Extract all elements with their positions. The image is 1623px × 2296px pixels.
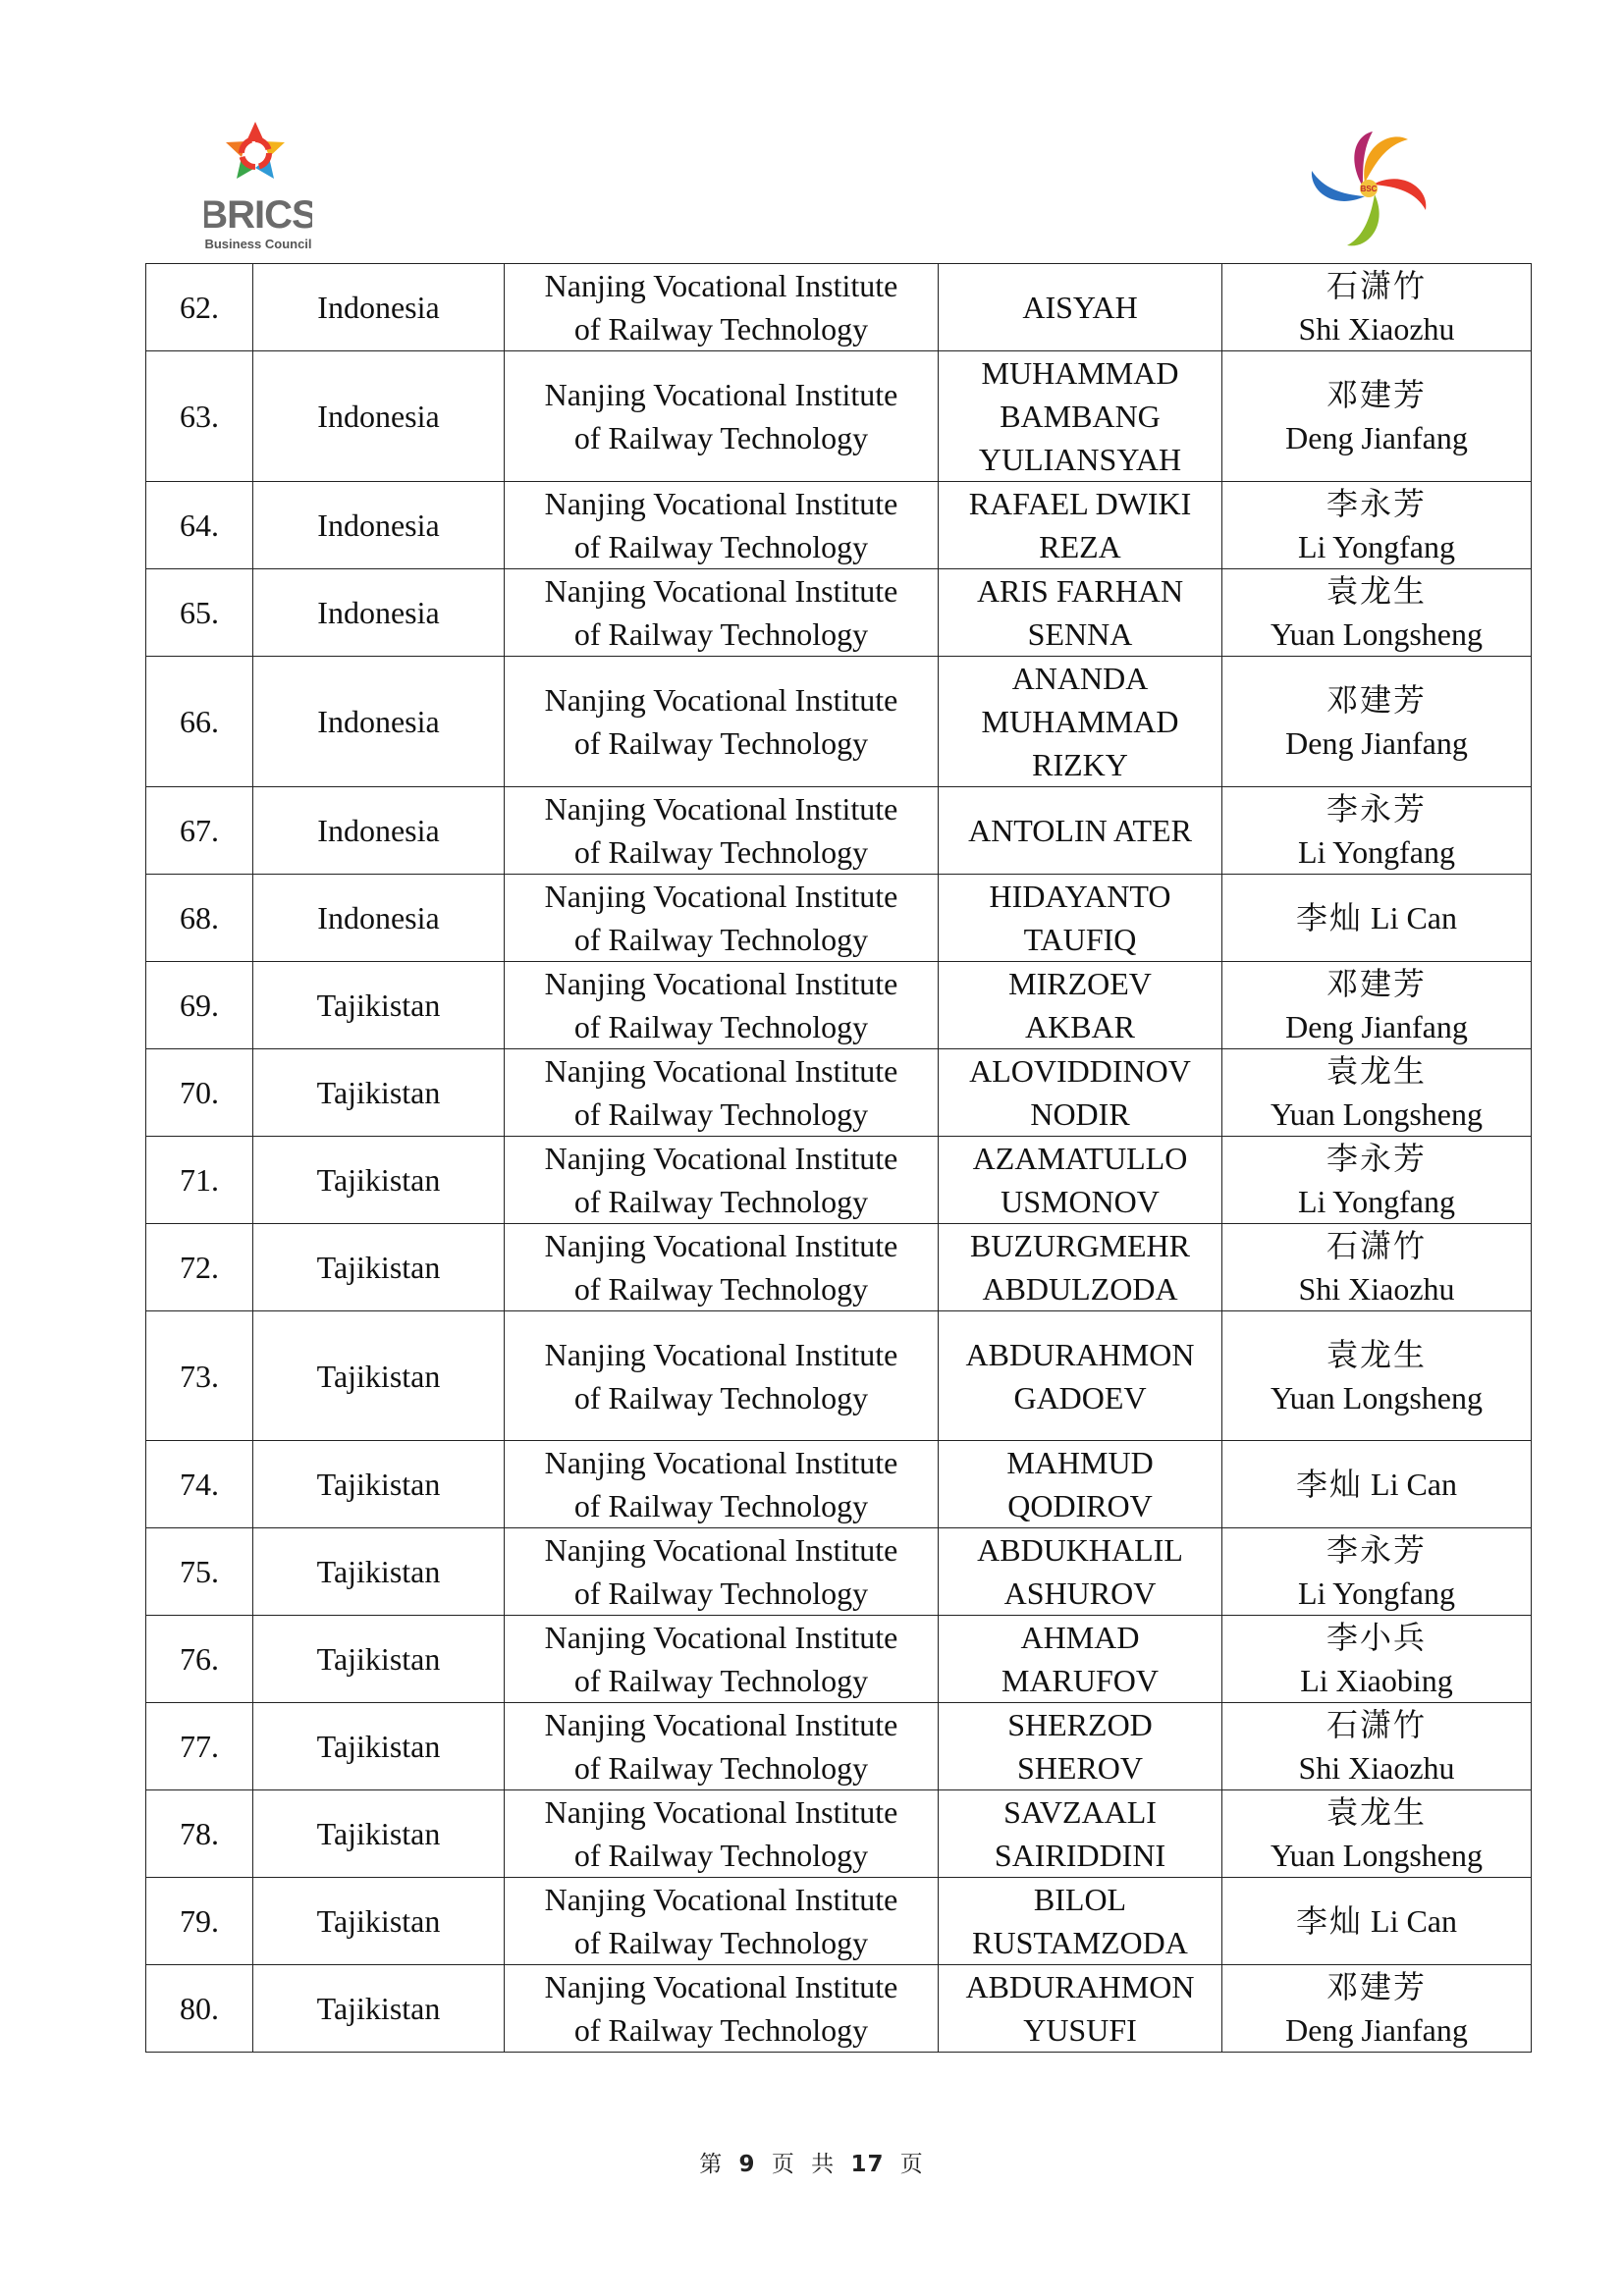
student-name-line: ANTOLIN ATER [968, 813, 1192, 848]
institution-line: Nanjing Vocational Institute [544, 791, 898, 827]
row-number: 80. [180, 1991, 219, 2026]
row-number: 62. [180, 290, 219, 325]
country-cell [253, 1049, 505, 1137]
row-number: 68. [180, 900, 219, 935]
row-number-cell [146, 1441, 253, 1528]
student-name-line: GADOEV [1013, 1379, 1147, 1415]
student-name-line: USMONOV [1001, 1184, 1160, 1219]
institution-line: Nanjing Vocational Institute [544, 1882, 898, 1917]
country-cell [253, 351, 505, 482]
institution-cell [505, 962, 939, 1049]
supervisor-chinese-name: 邓建芳 [1325, 966, 1427, 1001]
supervisor-chinese-name: 邓建芳 [1325, 377, 1427, 412]
institution-line: of Railway Technology [573, 725, 869, 761]
country-name: Indonesia [317, 900, 440, 935]
supervisor-cell [1222, 1616, 1532, 1703]
country-cell [253, 1224, 505, 1311]
student-name-cell [939, 1311, 1222, 1441]
institution-cell [505, 1703, 939, 1790]
supervisor-english-name: Yuan Longsheng [1271, 1379, 1483, 1415]
row-number-cell [146, 787, 253, 875]
student-name-line: RUSTAMZODA [972, 1925, 1188, 1960]
supervisor-chinese-name: 石潇竹 [1325, 1228, 1427, 1263]
brics-wordmark: BRICS [204, 193, 312, 237]
country-cell [253, 1965, 505, 2053]
student-name-line: ABDULZODA [982, 1271, 1178, 1307]
supervisor-chinese-name: 李永芳 [1325, 486, 1427, 521]
institution-line: of Railway Technology [573, 834, 869, 870]
supervisor-chinese-name: 石潇竹 [1325, 268, 1427, 303]
student-name-line: MAHMUD [1006, 1445, 1154, 1480]
supervisor-name-line [1226, 1899, 1527, 1943]
student-name-line: SAIRIDDINI [994, 1838, 1166, 1873]
country-name: Tajikistan [316, 1358, 441, 1394]
student-name-cell [939, 1224, 1222, 1311]
table-row [146, 482, 1532, 569]
row-number: 66. [180, 704, 219, 739]
row-number-cell [146, 1311, 253, 1441]
row-number-cell [146, 1703, 253, 1790]
country-name: Tajikistan [316, 1250, 441, 1285]
student-name-line: AKBAR [1024, 1009, 1135, 1044]
institution-cell [505, 657, 939, 787]
country-cell [253, 1790, 505, 1878]
student-name-line: SAVZAALI [1003, 1794, 1157, 1830]
student-name-cell [939, 1790, 1222, 1878]
supervisor-cell [1222, 569, 1532, 657]
student-name-cell [939, 1703, 1222, 1790]
row-number-cell [146, 569, 253, 657]
institution-cell [505, 1965, 939, 2053]
student-name-line: ARIS FARHAN [976, 573, 1184, 609]
supervisor-cell [1222, 1878, 1532, 1965]
table-row [146, 657, 1532, 787]
student-name-cell [939, 962, 1222, 1049]
supervisor-cell [1222, 1703, 1532, 1790]
institution-line: of Railway Technology [573, 420, 869, 455]
institution-cell [505, 569, 939, 657]
supervisor-cell [1222, 1790, 1532, 1878]
supervisor-chinese-name: 李灿 [1296, 1903, 1364, 1939]
supervisor-cell [1222, 1528, 1532, 1616]
institution-line: Nanjing Vocational Institute [544, 1141, 898, 1176]
country-name: Indonesia [317, 813, 440, 848]
country-cell [253, 1311, 505, 1441]
institution-line: Nanjing Vocational Institute [544, 377, 898, 412]
roster-table [145, 263, 1532, 2053]
brics-business-council-logo [204, 120, 312, 257]
student-name-cell [939, 351, 1222, 482]
supervisor-name-line [1226, 1463, 1527, 1506]
student-name-line: RIZKY [1032, 747, 1128, 782]
country-cell [253, 1441, 505, 1528]
institution-line: Nanjing Vocational Institute [544, 966, 898, 1001]
student-name-line: ANANDA [1011, 661, 1149, 696]
row-number-cell [146, 875, 253, 962]
row-number: 72. [180, 1250, 219, 1285]
supervisor-cell [1222, 351, 1532, 482]
institution-line: Nanjing Vocational Institute [544, 1532, 898, 1568]
country-cell [253, 1878, 505, 1965]
table-row [146, 1790, 1532, 1878]
institution-line: Nanjing Vocational Institute [544, 1053, 898, 1089]
brics-star-icon [204, 120, 312, 257]
student-name-line: HIDAYANTO [989, 879, 1171, 914]
student-name-line: ALOVIDDINOV [969, 1053, 1191, 1089]
supervisor-cell [1222, 482, 1532, 569]
institution-cell [505, 1224, 939, 1311]
institution-cell [505, 1616, 939, 1703]
supervisor-cell [1222, 657, 1532, 787]
student-name-cell [939, 1441, 1222, 1528]
country-name: Tajikistan [316, 1816, 441, 1851]
page-footer [0, 2146, 1623, 2178]
total-page-count: 17 [850, 2152, 885, 2177]
institution-line: Nanjing Vocational Institute [544, 879, 898, 914]
supervisor-english-name: Shi Xiaozhu [1298, 1271, 1455, 1307]
footer-total-label: 共 [811, 2152, 836, 2177]
student-name-line: YULIANSYAH [978, 442, 1182, 477]
country-name: Indonesia [317, 290, 440, 325]
institution-cell [505, 1790, 939, 1878]
supervisor-chinese-name: 李灿 [1296, 1467, 1364, 1502]
row-number-cell [146, 1528, 253, 1616]
student-name-cell [939, 482, 1222, 569]
country-name: Tajikistan [316, 1162, 441, 1198]
student-name-cell [939, 264, 1222, 351]
country-name: Indonesia [317, 595, 440, 630]
institution-line: of Railway Technology [573, 529, 869, 564]
supervisor-cell [1222, 1311, 1532, 1441]
row-number: 79. [180, 1903, 219, 1939]
row-number: 73. [180, 1358, 219, 1394]
institution-cell [505, 1528, 939, 1616]
institution-line: Nanjing Vocational Institute [544, 486, 898, 521]
student-name-cell [939, 657, 1222, 787]
row-number: 65. [180, 595, 219, 630]
supervisor-english-name: Deng Jianfang [1285, 2012, 1468, 2048]
supervisor-english-name: Yuan Longsheng [1271, 616, 1483, 652]
supervisor-english-name: Li Can [1371, 1467, 1457, 1502]
supervisor-chinese-name: 邓建芳 [1325, 1969, 1427, 2004]
student-name-cell [939, 1965, 1222, 2053]
row-number-cell [146, 962, 253, 1049]
student-name-line: MIRZOEV [1008, 966, 1152, 1001]
supervisor-english-name: Li Yongfang [1297, 1575, 1455, 1611]
student-name-line: TAUFIQ [1023, 922, 1137, 957]
institution-line: of Railway Technology [573, 311, 869, 347]
row-number-cell [146, 482, 253, 569]
country-cell [253, 962, 505, 1049]
country-cell [253, 1616, 505, 1703]
supervisor-chinese-name: 李灿 [1296, 900, 1364, 935]
bsc-swirl-icon [1308, 126, 1435, 253]
student-name-cell [939, 875, 1222, 962]
institution-line: Nanjing Vocational Institute [544, 682, 898, 718]
row-number: 75. [180, 1554, 219, 1589]
supervisor-english-name: Shi Xiaozhu [1298, 1750, 1455, 1786]
supervisor-english-name: Li Yongfang [1297, 1184, 1455, 1219]
student-name-line: MARUFOV [1001, 1663, 1160, 1698]
table-row [146, 569, 1532, 657]
country-name: Indonesia [317, 399, 440, 434]
table-row [146, 1965, 1532, 2053]
institution-line: Nanjing Vocational Institute [544, 1445, 898, 1480]
supervisor-english-name: Deng Jianfang [1285, 420, 1468, 455]
supervisor-cell [1222, 1441, 1532, 1528]
table-row [146, 962, 1532, 1049]
institution-cell [505, 787, 939, 875]
row-number-cell [146, 1224, 253, 1311]
supervisor-english-name: Deng Jianfang [1285, 1009, 1468, 1044]
country-cell [253, 1137, 505, 1224]
supervisor-english-name: Li Xiaobing [1300, 1663, 1453, 1698]
row-number: 70. [180, 1075, 219, 1110]
supervisor-chinese-name: 袁龙生 [1325, 1336, 1427, 1372]
supervisor-english-name: Li Can [1371, 1903, 1457, 1939]
country-cell [253, 875, 505, 962]
supervisor-cell [1222, 264, 1532, 351]
student-name-line: ABDUKHALIL [977, 1532, 1183, 1568]
student-name-line: SHERZOD [1007, 1707, 1153, 1742]
row-number: 71. [180, 1162, 219, 1198]
row-number: 74. [180, 1467, 219, 1502]
supervisor-cell [1222, 1137, 1532, 1224]
supervisor-english-name: Deng Jianfang [1285, 725, 1468, 761]
institution-line: of Railway Technology [573, 1575, 869, 1611]
supervisor-chinese-name: 李永芳 [1325, 1532, 1427, 1568]
row-number-cell [146, 1137, 253, 1224]
row-number: 64. [180, 507, 219, 543]
country-cell [253, 482, 505, 569]
institution-line: of Railway Technology [573, 1488, 869, 1523]
table-row [146, 1137, 1532, 1224]
country-cell [253, 569, 505, 657]
student-name-line: ASHUROV [1003, 1575, 1157, 1611]
institution-line: Nanjing Vocational Institute [544, 268, 898, 303]
bsc-logo-text: BSC [1360, 185, 1378, 193]
row-number: 77. [180, 1729, 219, 1764]
institution-line: Nanjing Vocational Institute [544, 1794, 898, 1830]
student-name-line: ABDURAHMON [965, 1336, 1195, 1372]
supervisor-chinese-name: 李永芳 [1325, 791, 1427, 827]
table-row [146, 1703, 1532, 1790]
student-name-line: QODIROV [1007, 1488, 1153, 1523]
institution-line: of Railway Technology [573, 616, 869, 652]
institution-line: of Railway Technology [573, 1663, 869, 1698]
row-number-cell [146, 264, 253, 351]
row-number: 76. [180, 1641, 219, 1677]
footer-prefix: 第 [699, 2152, 724, 2177]
table-row [146, 787, 1532, 875]
student-name-cell [939, 1137, 1222, 1224]
country-cell [253, 787, 505, 875]
footer-page-label: 页 [771, 2152, 795, 2177]
student-name-cell [939, 1049, 1222, 1137]
student-name-line: MUHAMMAD [981, 704, 1179, 739]
institution-cell [505, 1137, 939, 1224]
institution-cell [505, 1311, 939, 1441]
supervisor-english-name: Li Can [1371, 900, 1457, 935]
student-name-cell [939, 1616, 1222, 1703]
institution-line: Nanjing Vocational Institute [544, 1336, 898, 1372]
student-name-line: BILOL [1033, 1882, 1127, 1917]
row-number: 67. [180, 813, 219, 848]
student-name-line: SENNA [1027, 616, 1133, 652]
country-name: Tajikistan [316, 1554, 441, 1589]
student-name-line: AISYAH [1022, 290, 1138, 325]
student-name-line: BUZURGMEHR [969, 1228, 1190, 1263]
institution-cell [505, 264, 939, 351]
supervisor-cell [1222, 1049, 1532, 1137]
table-row [146, 264, 1532, 351]
institution-cell [505, 351, 939, 482]
institution-line: Nanjing Vocational Institute [544, 1707, 898, 1742]
supervisor-english-name: Li Yongfang [1297, 834, 1455, 870]
table-row [146, 351, 1532, 482]
table-row [146, 1441, 1532, 1528]
supervisor-chinese-name: 李永芳 [1325, 1141, 1427, 1176]
institution-cell [505, 482, 939, 569]
institution-line: of Railway Technology [573, 1096, 869, 1132]
institution-line: of Railway Technology [573, 922, 869, 957]
country-cell [253, 1703, 505, 1790]
supervisor-cell [1222, 875, 1532, 962]
table-row [146, 1878, 1532, 1965]
institution-line: of Railway Technology [573, 1184, 869, 1219]
institution-line: Nanjing Vocational Institute [544, 1228, 898, 1263]
country-name: Indonesia [317, 507, 440, 543]
country-name: Tajikistan [316, 1991, 441, 2026]
supervisor-chinese-name: 袁龙生 [1325, 1053, 1427, 1089]
supervisor-chinese-name: 石潇竹 [1325, 1707, 1427, 1742]
student-name-line: AZAMATULLO [972, 1141, 1188, 1176]
supervisor-english-name: Li Yongfang [1297, 529, 1455, 564]
country-name: Tajikistan [316, 988, 441, 1023]
supervisor-cell [1222, 1965, 1532, 2053]
student-name-line: AHMAD [1020, 1620, 1140, 1655]
row-number: 63. [180, 399, 219, 434]
table-row [146, 1049, 1532, 1137]
institution-line: of Railway Technology [573, 1009, 869, 1044]
student-name-line: ABDURAHMON [965, 1969, 1195, 2004]
table-row [146, 1311, 1532, 1441]
student-name-line: NODIR [1030, 1096, 1130, 1132]
supervisor-name-line [1226, 896, 1527, 939]
row-number-cell [146, 657, 253, 787]
student-name-line: RAFAEL DWIKI [968, 486, 1192, 521]
supervisor-english-name: Yuan Longsheng [1271, 1096, 1483, 1132]
row-number: 78. [180, 1816, 219, 1851]
bsc-logo [1308, 126, 1435, 253]
country-name: Tajikistan [316, 1641, 441, 1677]
institution-cell [505, 875, 939, 962]
student-name-cell [939, 787, 1222, 875]
supervisor-english-name: Shi Xiaozhu [1298, 311, 1455, 347]
country-name: Tajikistan [316, 1467, 441, 1502]
row-number-cell [146, 351, 253, 482]
footer-suffix: 页 [899, 2152, 924, 2177]
table-row [146, 875, 1532, 962]
supervisor-chinese-name: 李小兵 [1325, 1620, 1427, 1655]
institution-line: Nanjing Vocational Institute [544, 1969, 898, 2004]
institution-cell [505, 1441, 939, 1528]
country-name: Tajikistan [316, 1075, 441, 1110]
institution-line: of Railway Technology [573, 1925, 869, 1960]
table-row [146, 1528, 1532, 1616]
country-cell [253, 1528, 505, 1616]
student-name-line: REZA [1039, 529, 1121, 564]
current-page-number: 9 [738, 2152, 756, 2177]
supervisor-cell [1222, 1224, 1532, 1311]
student-name-line: YUSUFI [1023, 2012, 1137, 2048]
row-number-cell [146, 1965, 253, 2053]
student-name-line: SHEROV [1016, 1750, 1143, 1786]
student-name-cell [939, 1878, 1222, 1965]
row-number-cell [146, 1049, 253, 1137]
row-number-cell [146, 1790, 253, 1878]
student-name-cell [939, 569, 1222, 657]
supervisor-cell [1222, 962, 1532, 1049]
institution-line: of Railway Technology [573, 1379, 869, 1415]
table-row [146, 1224, 1532, 1311]
student-name-cell [939, 1528, 1222, 1616]
supervisor-chinese-name: 袁龙生 [1325, 1794, 1427, 1830]
institution-line: of Railway Technology [573, 1838, 869, 1873]
supervisor-cell [1222, 787, 1532, 875]
roster-table-body [146, 264, 1532, 2053]
table-row [146, 1616, 1532, 1703]
country-cell [253, 657, 505, 787]
row-number: 69. [180, 988, 219, 1023]
institution-line: of Railway Technology [573, 1271, 869, 1307]
supervisor-chinese-name: 袁龙生 [1325, 573, 1427, 609]
country-name: Tajikistan [316, 1729, 441, 1764]
supervisor-english-name: Yuan Longsheng [1271, 1838, 1483, 1873]
supervisor-chinese-name: 邓建芳 [1325, 682, 1427, 718]
row-number-cell [146, 1878, 253, 1965]
institution-line: Nanjing Vocational Institute [544, 1620, 898, 1655]
country-name: Tajikistan [316, 1903, 441, 1939]
institution-cell [505, 1049, 939, 1137]
business-council-tagline: Business Council [204, 237, 312, 251]
institution-line: of Railway Technology [573, 1750, 869, 1786]
row-number-cell [146, 1616, 253, 1703]
country-cell [253, 264, 505, 351]
institution-line: of Railway Technology [573, 2012, 869, 2048]
institution-cell [505, 1878, 939, 1965]
institution-line: Nanjing Vocational Institute [544, 573, 898, 609]
student-name-line: BAMBANG [1000, 399, 1161, 434]
country-name: Indonesia [317, 704, 440, 739]
student-name-line: MUHAMMAD [981, 355, 1179, 391]
